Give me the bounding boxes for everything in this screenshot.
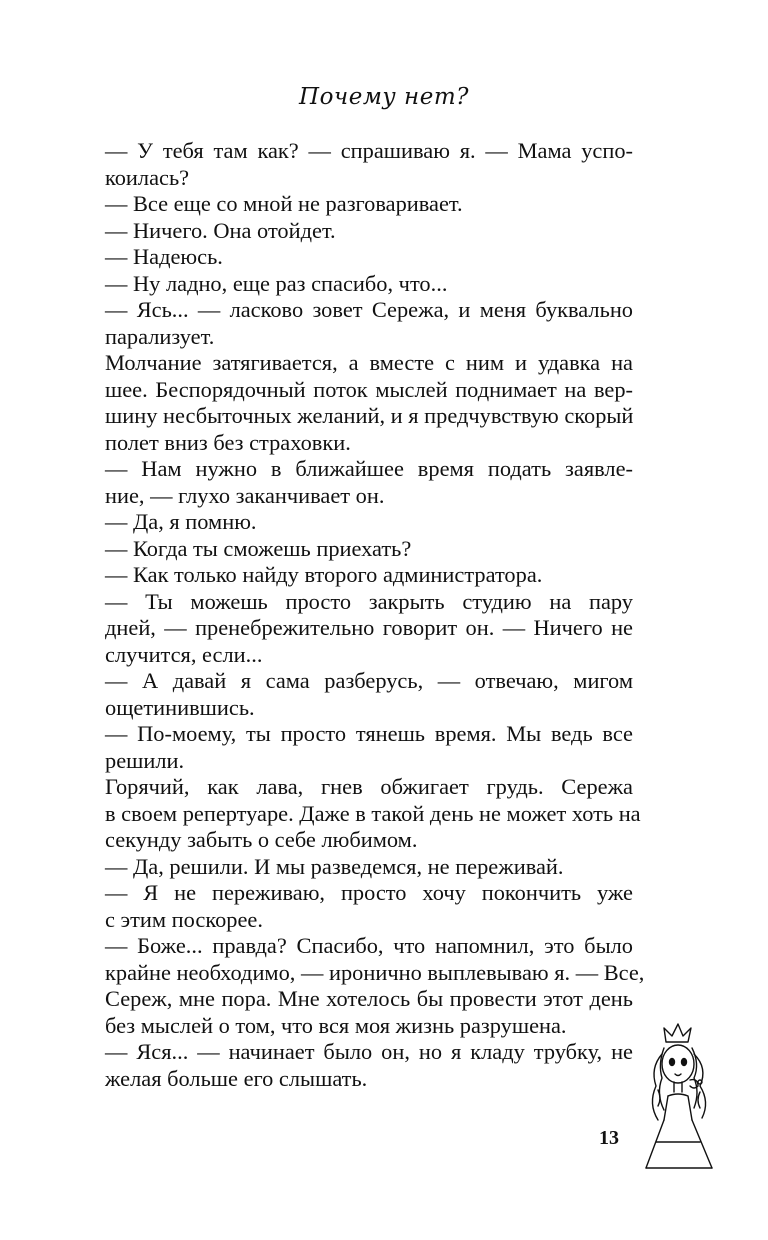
- text-line: ощетинившись.: [105, 694, 255, 720]
- text-line: решили.: [105, 747, 185, 773]
- text-line: дней, — пренебрежительно говорит он. — Ничего не: [105, 615, 633, 640]
- text-line: случится, если...: [105, 641, 263, 667]
- body-text: [105, 138, 645, 1092]
- text-line: ние, — глухо заканчивает он.: [105, 482, 385, 508]
- girl-with-crown-icon: [628, 1020, 724, 1170]
- text-line: — Как только найду второго администратора.: [105, 562, 543, 587]
- text-line: — Ты можешь просто закрыть студию на пару: [105, 588, 633, 614]
- page-number: 13: [599, 1127, 619, 1149]
- text-line: — Когда ты сможешь приехать?: [105, 535, 412, 561]
- text-line: с этим поскорее.: [105, 906, 263, 932]
- text-line: Сереж, мне пора. Мне хотелось бы провести этот день: [105, 986, 633, 1011]
- text-line: — Да, решили. И мы разведемся, не переживай.: [105, 853, 564, 879]
- text-line: — Ничего. Она отойдет.: [105, 217, 336, 243]
- text-line: без мыслей о том, что вся моя жизнь разрушена.: [105, 1012, 567, 1038]
- text-line: — А давай я сама разберусь, — отвечаю, мигом: [105, 668, 633, 693]
- text-line: — Все еще со мной не разговаривает.: [105, 191, 463, 216]
- running-head: Почему нет?: [299, 84, 469, 110]
- text-line: — Я не переживаю, просто хочу покончить уже: [105, 880, 633, 905]
- text-line: секунду забыть о себе любимом.: [105, 827, 418, 852]
- text-line: полет вниз без страховки.: [105, 429, 351, 455]
- text-line: Горячий, как лава, гнев обжигает грудь. Сережа: [105, 774, 633, 799]
- text-line: Молчание затягивается, а вместе с ним и удавка на: [105, 350, 633, 375]
- text-line: — Нам нужно в ближайшее время подать заявле-: [105, 456, 633, 481]
- text-line: желая больше его слышать.: [105, 1065, 368, 1091]
- text-line: — У тебя там как? — спрашиваю я. — Мама успо-: [105, 138, 633, 163]
- text-line: шее. Беспорядочный поток мыслей поднимает на вер-: [105, 376, 633, 402]
- text-line: шину несбыточных желаний, и я предчувствую скорый: [105, 403, 634, 428]
- text-line: — Да, я помню.: [105, 509, 257, 534]
- text-line: — Боже... правда? Спасибо, что напомнил, это было: [105, 933, 633, 958]
- text-line: крайне необходимо, — иронично выплевываю я. — Все,: [105, 959, 645, 985]
- text-line: коилась?: [105, 164, 190, 190]
- text-line: — Яся... — начинает было он, но я кладу трубку, не: [105, 1039, 633, 1064]
- text-line: — Надеюсь.: [105, 244, 223, 269]
- text-line: в своем репертуаре. Даже в такой день не может хоть на: [105, 800, 641, 826]
- text-line: — Ну ладно, еще раз спасибо, что...: [105, 270, 448, 296]
- text-line: — Ясь... — ласково зовет Сережа, и меня буквально: [105, 297, 633, 322]
- text-line: парализует.: [105, 323, 215, 349]
- text-line: — По-моему, ты просто тянешь время. Мы ведь все: [105, 721, 633, 746]
